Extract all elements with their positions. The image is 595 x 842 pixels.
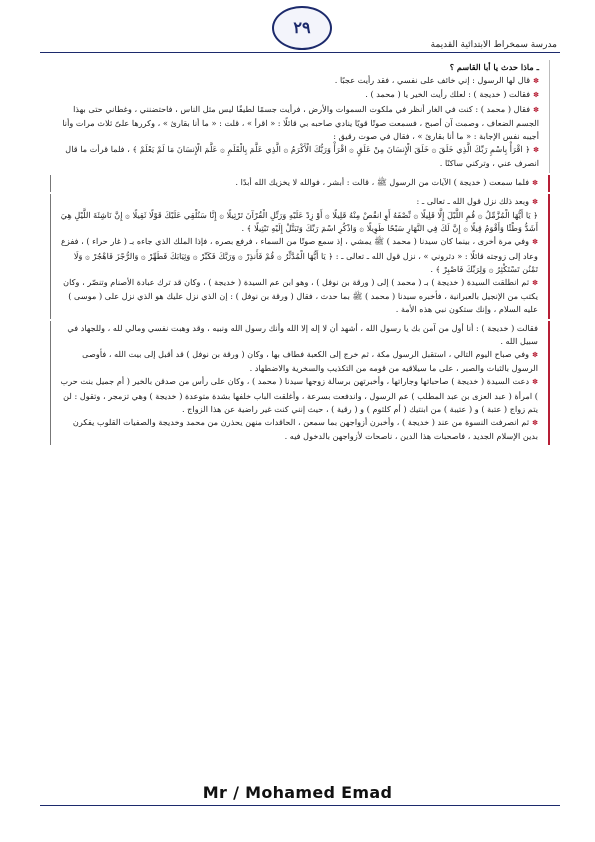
paragraph-text: ﴿ اقْرَأْ بِاسْمِ رَبِّكَ الَّذِي خَلَقَ ۞ خَلَقَ الْإِنسَانَ مِنْ عَلَقٍ ۞ اقْرَأْ وَرَبُّكَ الْأَكْرَمُ ۞ الَّذِي عَلَّمَ بِالْقَلَمِ ۞ عَلَّمَ الْإِنسَانَ مَا لَمْ يَعْلَمْ ﴾ ، فلما قرأت ما قال انصرف عني ، وتركني ساكنًا . <box>65 144 539 169</box>
content-block <box>50 194 550 319</box>
paragraph-text: وبعد ذلك نزل قول الله ـ تعالى ـ : <box>416 195 530 206</box>
paragraph-text: فلما سمعت ( خديجة ) الآيات من الرسول ﷺ ، قالت : أبشر ، فوالله لا يخزيك الله أبدًا . <box>235 176 530 187</box>
content-block <box>50 321 550 446</box>
paragraph <box>57 348 538 375</box>
paragraph <box>57 416 538 443</box>
paragraph <box>57 235 538 276</box>
bullet-icon: ✽ <box>532 197 538 206</box>
bullet-icon: ✽ <box>533 91 539 100</box>
bullet-icon: ✽ <box>533 77 539 86</box>
paragraph <box>57 209 538 235</box>
paragraph <box>56 143 539 170</box>
paragraph <box>57 375 538 416</box>
paragraph-text: فقالت ( خديجة ) : لعلك رأيت الخير يا ( محمد ) . <box>365 89 531 100</box>
paragraph-text: دعت السيدة ( خديجة ) صاحباتها وجاراتها ، وأخبرتهن برسالة زوجها سيدنا ( محمد ) ، وكان على رأس من صدقن بالخير ( أم جميل بنت حرب ) امرأة ( عبد العزى بن عبد المطلب ) عم الرسول ، واندفعت بسرعة ، وأغلقت الباب خلفها بشدة متوعدة ( خديجة ) وهي تزمجر ، وتقول : لن يتم زواج ( عتبة ) و ( عتيبة ) من ابنتيك ( أم كلثوم ) و ( رقية ) ، حيث إنني كنت غير راضية عن هذا الزواج . <box>60 376 538 414</box>
page-number: ٢٩ <box>272 6 332 50</box>
bullet-icon: ✽ <box>533 146 539 155</box>
paragraph-text: وفي مرة أخرى ، بينما كان سيدنا ( محمد ) ﷺ يمشي ، إذ سمع صوتًا من السماء ، فرفع بصره ، فإذا الملك الذي جاءه بـ ( غار حراء ) ، ففزع وعاد إلى زوجته قائلًا : « دثروني » ، نزل قول الله ـ تعالى ـ : ﴿ يَا أَيُّهَا الْمُدَّثِّرُ ۞ قُمْ فَأَنذِرْ ۞ وَرَبَّكَ فَكَبِّرْ ۞ وَثِيَابَكَ فَطَهِّرْ ۞ وَالرُّجْزَ فَاهْجُرْ ۞ وَلَا تَمْنُن تَسْتَكْثِرُ ۞ وَلِرَبِّكَ فَاصْبِرْ ﴾ . <box>61 236 538 274</box>
content-block <box>50 60 550 173</box>
paragraph-text: ـ ماذا حدث يا أبا القاسم ؟ <box>449 62 539 72</box>
paragraph <box>57 322 538 348</box>
content-block <box>50 175 550 192</box>
bullet-icon: ✽ <box>532 419 538 428</box>
bullet-icon: ✽ <box>532 279 538 288</box>
header-divider <box>40 52 560 53</box>
paragraph-text: ثم انصرفت النسوة من عند ( خديجة ) ، وأخبرن أزواجهن بما سمعن ، الحاقدات منهن يحذرن من محمد وخديجة والصفيات القلوب يفكرن بدين الإسلام الجديد ، فاصحبات هذا الدين ، ناصحات لأزواجهن بالدخول فيه . <box>72 417 538 442</box>
footer-divider <box>40 805 560 806</box>
paragraph-text: وفي صباح اليوم التالي ، استقبل الرسول مكة ، ثم خرج إلى الكعبة فطاف بها ، وكان ( ورقة بن نوفل ) قد أقبل إلى بيت الله ، فأوصى الرسول بالثبات والصبر ، على ما سيلاقيه من قومه من التكذيب والسخرية والاضطهاد . <box>82 349 538 374</box>
school-name: مدرسة سمخراط الابتدائية القديمة <box>430 40 557 50</box>
paragraph-text: فقال ( محمد ) : كنت في الغار أنظر في ملكوت السموات والأرض ، فرأيت جسمًا لطيفًا ليس مثل الناس ، فاحتضنني ، وغطاني حتى بهذا الجسم الضعاف ، وصمت آن أصبح ، فسمعت صوتًا قويًا ينادي صاحبه بي قائلًا : « اقرأ » ، قلت : « ما أنا بقارئ » ، وكررها علىّ ثلاث مرات وأنا أجيبه نفس الإجابة : « ما أنا بقارئ » ، فقال في صوت رقيق : <box>62 103 539 142</box>
paragraph <box>57 176 538 190</box>
bullet-icon: ✽ <box>532 238 538 247</box>
page-content <box>50 60 550 447</box>
paragraph-text: ثم انطلقت السيدة ( خديجة ) بـ ( محمد ) إلى ( ورقة بن نوفل ) ، وهو ابن عم السيدة ( خديجة ) ، وكان قد ترك عبادة الأصنام وتنصّر ، وكان يكتب من الإنجيل بالعبرانية ، فأخبره سيدنا ( محمد ) ﷺ بما حدث ، فقال ( ورقة بن نوفل ) : إن الذي نزل عليك هو الذي نزل على ( موسى ) عليه السلام ، وإنك ستكون نبي هذه الأمة . <box>63 277 538 315</box>
author-signature: Mr / Mohamed Emad <box>202 783 393 802</box>
bullet-icon: ✽ <box>532 178 538 187</box>
paragraph <box>56 88 539 102</box>
paragraph <box>57 195 538 209</box>
bullet-icon: ✽ <box>532 378 538 387</box>
paragraph <box>56 74 539 88</box>
paragraph-text: ﴿ يَا أَيُّهَا الْمُزَّمِّلُ ۞ قُمِ اللَّيْلَ إِلَّا قَلِيلًا ۞ نِّصْفَهُ أَوِ انقُصْ مِنْهُ قَلِيلًا ۞ أَوْ زِدْ عَلَيْهِ وَرَتِّلِ الْقُرْآنَ تَرْتِيلًا ۞ إِنَّا سَنُلْقِي عَلَيْكَ قَوْلًا ثَقِيلًا ۞ إِنَّ نَاشِئَةَ اللَّيْلِ هِيَ أَشَدُّ وَطْئًا وَأَقْوَمُ قِيلًا ۞ إِنَّ لَكَ فِي النَّهَارِ سَبْحًا طَوِيلًا ۞ وَاذْكُرِ اسْمَ رَبِّكَ وَتَبَتَّلْ إِلَيْهِ تَبْتِيلًا ﴾ . <box>60 210 538 234</box>
paragraph <box>56 103 539 144</box>
bullet-icon: ✽ <box>532 351 538 360</box>
paragraph <box>57 276 538 317</box>
paragraph <box>56 61 539 74</box>
bullet-icon: ✽ <box>533 105 539 114</box>
paragraph-text: فقالت ( خديجة ) : أنا أول من آمن بك يا رسول الله ، أشهد أن لا إله إلا الله وأنك رسول الله ونبيه ، وقد وهبت نفسي ومالي لله ، وللجهاد في سبيل الله . <box>67 322 538 346</box>
paragraph-text: قال لها الرسول : إني خائف على نفسي ، فقد رأيت عجبًا . <box>334 75 531 86</box>
